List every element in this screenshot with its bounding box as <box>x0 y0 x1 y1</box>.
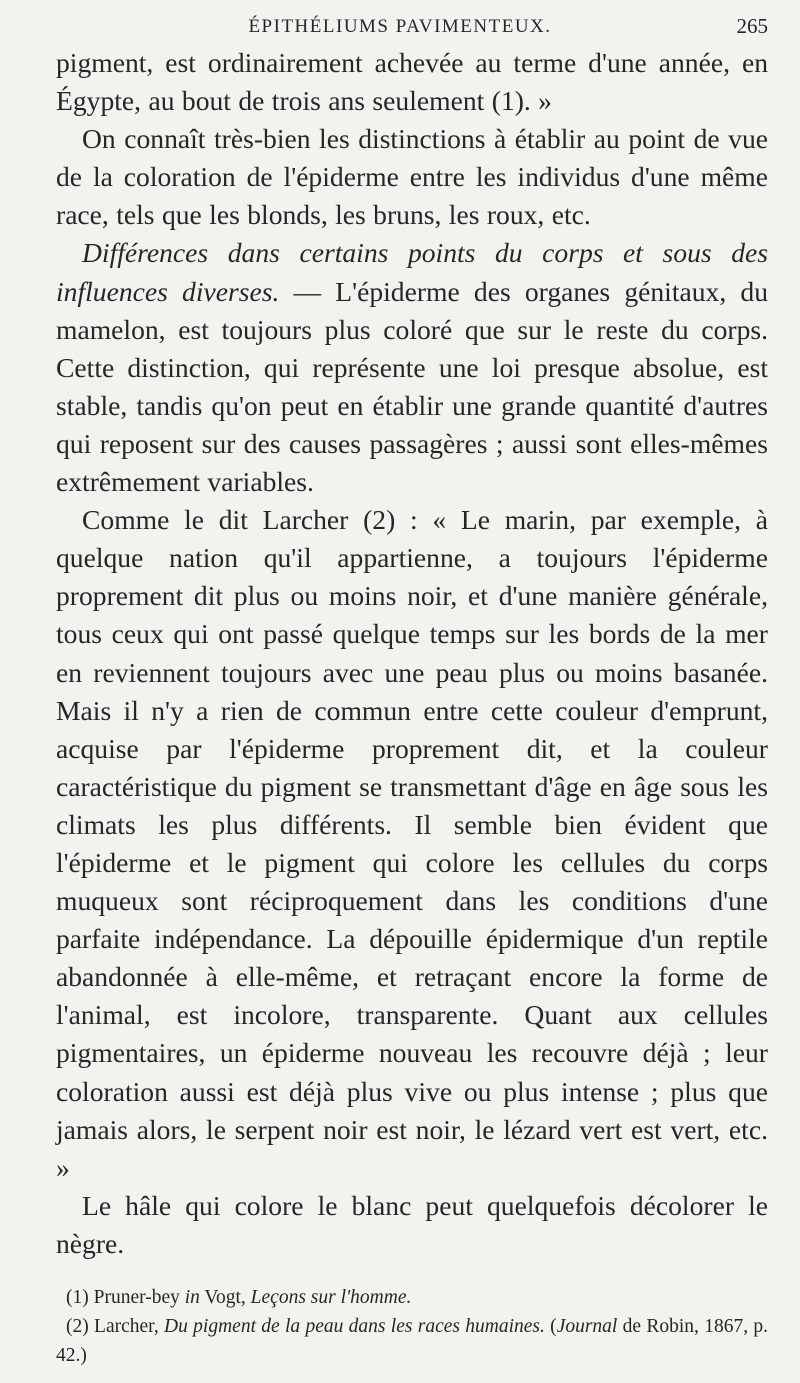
footnote-1-author: (1) Pruner-bey <box>66 1287 185 1308</box>
page-number: 265 <box>736 14 768 38</box>
footnote-1-in: in <box>184 1287 200 1308</box>
paragraph-coloration: On connaît très-bien les distinctions à établir au point de vue de la coloration de l'épiderme entre les individus d'une même race, tels que les blonds, les bruns, les roux, etc. <box>56 123 768 231</box>
footnote-2-sep: ( <box>544 1316 557 1337</box>
body-text <box>56 44 768 1263</box>
paragraph-larcher-quote: Comme le dit Larcher (2) : « Le marin, par exemple, à quelque nation qu'il appartienne, a toujours l'épiderme proprement dit plus ou moins noir, et d'une manière générale, tous ceux qui ont passé quelque temps sur les bords de la mer en reviennent toujours avec une peau plus ou moins basanée. Mais il n'y a rien de commun entre cette couleur d'emprunt, acquise par l'épiderme proprement dit, et la couleur caractéristique du pigment se transmettant d'âge en âge sous les climats les plus différents. Il semble bien évident que l'épiderme et le pigment qui colore les cellules du corps muqueux sont réciproquement dans les conditions d'une parfaite indépendance. La dépouille épidermique d'un reptile abandonnée à elle-même, et retraçant encore la forme de l'animal, est incolore, transparente. Quant aux cellules pigmentaires, un épiderme nouveau les recouvre déjà ; leur coloration aussi est déjà plus vive ou plus intense ; plus que jamais alors, le serpent noir est noir, le lézard vert est vert, etc. » <box>56 504 768 1183</box>
footnote-1 <box>56 1283 768 1312</box>
footnote-1-title: Leçons sur l'homme. <box>250 1287 412 1308</box>
footnote-2-title: Du pigment de la peau dans les races humaines. <box>164 1316 545 1337</box>
paragraph-continued: pigment, est ordinairement achevée au terme d'une année, en Égypte, au bout de trois ans seulement (1). » <box>56 47 768 117</box>
section-heading: Différences dans certains points du corps et sous des influences diverses. <box>56 237 768 307</box>
paragraph-hale: Le hâle qui colore le blanc peut quelquefois décolorer le nègre. <box>56 1189 768 1259</box>
running-head: ÉPITHÉLIUMS PAVIMENTEUX. <box>248 16 552 37</box>
footnote-2-author: (2) Larcher, <box>66 1316 165 1337</box>
page-header <box>0 12 800 42</box>
footnote-1-editor: Vogt, <box>199 1287 251 1308</box>
footnote-2 <box>56 1312 768 1370</box>
footnote-2-journal: Journal <box>556 1316 618 1337</box>
footnote-2-ref: de Robin, 1867, p. 42.) <box>56 1316 768 1366</box>
paragraph-differences <box>56 234 768 501</box>
footnotes <box>56 1283 768 1370</box>
paragraph-differences-text: — L'épiderme des organes génitaux, du mamelon, est toujours plus coloré que sur le reste du corps. Cette distinction, qui représente une loi presque absolue, est stable, tandis qu'on peut en établir une grande quantité d'autres qui reposent sur des causes passagères ; aussi sont elles-mêmes extrêmement variables. <box>56 275 768 498</box>
